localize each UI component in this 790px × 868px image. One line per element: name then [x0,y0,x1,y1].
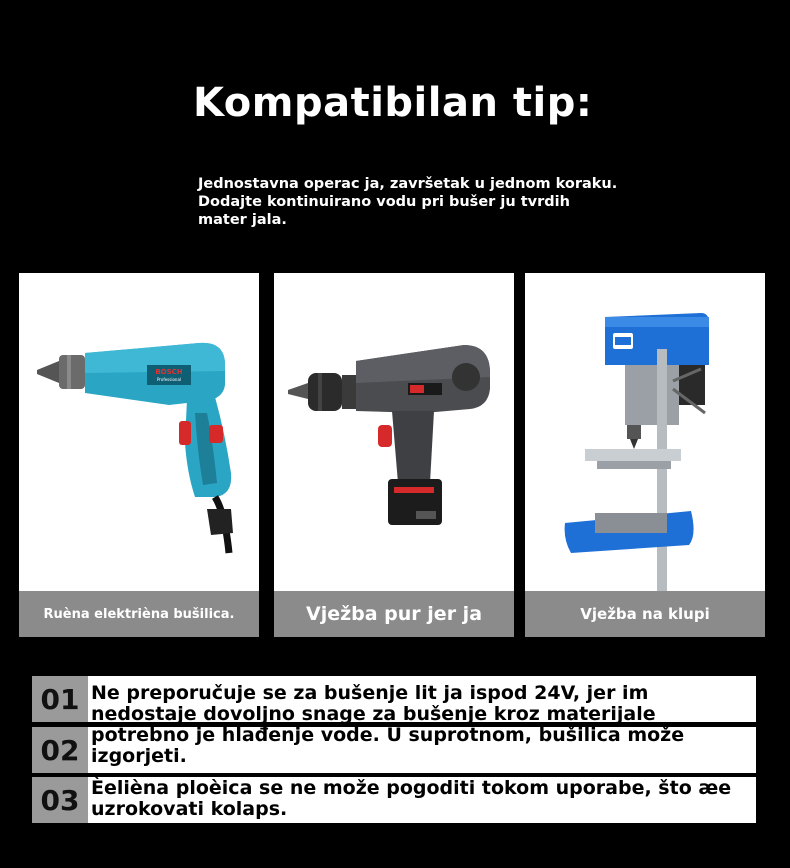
product-card-bench-drill [525,273,765,637]
corded-drill-image [19,273,259,591]
note-text-voltage: Ne preporučuje se za bušenje lit ja ispod 24V, jer im nedostaje dovoljno snage za bušenje kroz materijale potrebno je hlađenje vode. U suprotnom, bušilica može izgorjeti. [91,682,685,767]
card-caption: Ruèna elektrièna bušilica. [19,591,259,637]
bosch-logo: BOSCH [155,368,183,376]
product-card-cordless-drill [274,273,514,637]
note-number: 01 [32,676,88,722]
card-caption: Vježba na klupi [525,591,765,637]
bench-drill-press-image [525,273,765,591]
cordless-drill-image [274,273,514,591]
product-card-corded-drill [19,273,259,637]
note-number: 02 [32,727,88,773]
intro-text: Jednostavna operac ja, završetak u jednom koraku. Dodajte kontinuirano vodu pri bušer ju tvrdih mater jala. [198,176,618,228]
note-number: 03 [32,777,88,823]
bosch-logo-sub: Professional [156,377,182,382]
card-caption: Vježba pur jer ja [274,591,514,637]
page-title: Kompatibilan tip: [193,80,593,126]
note-text-tile: Èelièna ploèica se ne može pogoditi tokom uporabe, što æe uzrokovati kolaps. [91,777,732,820]
